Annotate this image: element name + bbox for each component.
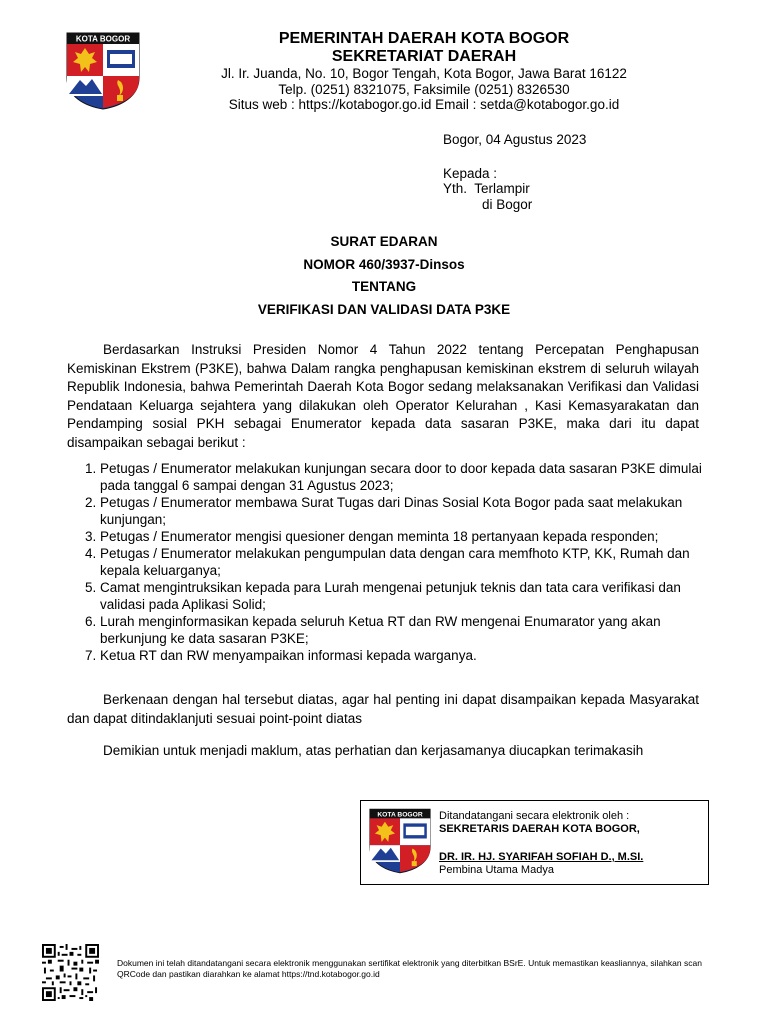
signer-rank: Pembina Utama Madya: [439, 864, 554, 876]
crest-label: KOTA BOGOR: [377, 811, 423, 819]
verification-qr-code-icon: [42, 944, 99, 1001]
list-item: 4. Petugas / Enumerator melakukan pengumpulan data dengan cara memfhoto KTP, KK, Rumah dan kepala keluarganya;: [100, 545, 720, 579]
list-item: 1. Petugas / Enumerator melakukan kunjungan secara door to door kepada data sasaran P3KE dimulai pada tanggal 6 sampai dengan 31 Agustus 2023;: [100, 460, 720, 494]
signer-position: SEKRETARIS DAERAH KOTA BOGOR,: [439, 823, 640, 835]
doc-subject: VERIFIKASI DAN VALIDASI DATA P3KE: [257, 302, 511, 317]
recipient-location: di Bogor: [482, 197, 533, 212]
header-web-email: Situs web : https://kotabogor.go.id Email : setda@kotabogor.go.id: [228, 97, 620, 112]
header-address: Jl. Ir. Juanda, No. 10, Bogor Tengah, Kota Bogor, Jawa Barat 16122: [221, 66, 627, 81]
closing-text: Demikian untuk menjadi maklum, atas perhatian dan kerjasamanya diucapkan terimakasih: [103, 743, 644, 758]
header-phone: Telp. (0251) 8321075, Faksimile (0251) 8326530: [278, 82, 570, 97]
kota-bogor-crest-logo: [369, 808, 431, 874]
doc-type-title: SURAT EDARAN: [330, 234, 438, 249]
list-item: 5. Camat mengintruksikan kepada para Lurah mengenai petunjuk teknis dan tata cara verifikasi dan validasi pada Aplikasi Solid;: [100, 579, 720, 613]
e-signature-disclaimer: Dokumen ini telah ditandatangani secara elektronik menggunakan sertifikat elektronik yang diterbitkan BSrE. Untuk memastikan keasliannya, silahkan scan QRCode dan pastikan diarahkan ke alamat https://tnd.kotabogor.go.id: [117, 958, 702, 979]
intro-paragraph: [67, 341, 699, 452]
list-item: 3. Petugas / Enumerator mengisi quesioner dengan meminta 18 pertanyaan kepada responden;: [100, 528, 720, 545]
follow-up-text: Berkenaan dengan hal tersebut diatas, agar hal penting ini dapat disampaikan kepada Masyarakat dan dapat ditindaklanjuti sesuai point-point diatas: [67, 692, 699, 726]
header-secretariat-name: SEKRETARIAT DAERAH: [331, 48, 517, 65]
header-government-name: PEMERINTAH DAERAH KOTA BOGOR: [278, 30, 570, 47]
instruction-list: [62, 460, 720, 664]
doc-about-label: TENTANG: [351, 279, 417, 294]
doc-number: NOMOR 460/3937-Dinsos: [303, 257, 465, 272]
crest-label: KOTA BOGOR: [75, 34, 131, 44]
intro-text: Berdasarkan Instruksi Presiden Nomor 4 Tahun 2022 tentang Percepatan Penghapusan Kemiskinan Ekstrem (P3KE), bahwa Dalam rangka penghapusan kemiskinan ekstrem di seluruh wilayah Republik Indonesia, bahwa Pemerintah Daerah Kota Bogor sedang melaksanakan Verifikasi dan Validasi Pendataan Keluarga sejahtera yang dilakukan oleh Operator Kelurahan , Kasi Kemasyarakatan dan Pendamping sosial PKH sebagai Enumerator kepada data sasaran P3KE, maka dari itu dapat disampaikan sebagai berikut :: [67, 342, 699, 450]
letter-date: Bogor, 04 Agustus 2023: [443, 132, 587, 147]
list-item: 2. Petugas / Enumerator membawa Surat Tugas dari Dinas Sosial Kota Bogor pada saat melakukan kunjungan;: [100, 494, 720, 528]
recipient-line: Yth. Terlampir: [443, 181, 530, 196]
electronic-signature-box: [360, 800, 709, 885]
list-item: 6. Lurah menginformasikan kepada seluruh Ketua RT dan RW mengenai Enumarator yang akan berkunjung ke data sasaran P3KE;: [100, 613, 720, 647]
follow-up-paragraph: [67, 691, 699, 728]
list-item: 7. Ketua RT dan RW menyampaikan informasi kepada warganya.: [100, 647, 720, 664]
closing-paragraph: [103, 742, 663, 761]
recipient-label: Kepada :: [443, 166, 498, 181]
signed-by-label: Ditandatangani secara elektronik oleh :: [439, 810, 630, 822]
signer-name: DR. IR. HJ. SYARIFAH SOFIAH D., M.SI.: [439, 851, 644, 863]
